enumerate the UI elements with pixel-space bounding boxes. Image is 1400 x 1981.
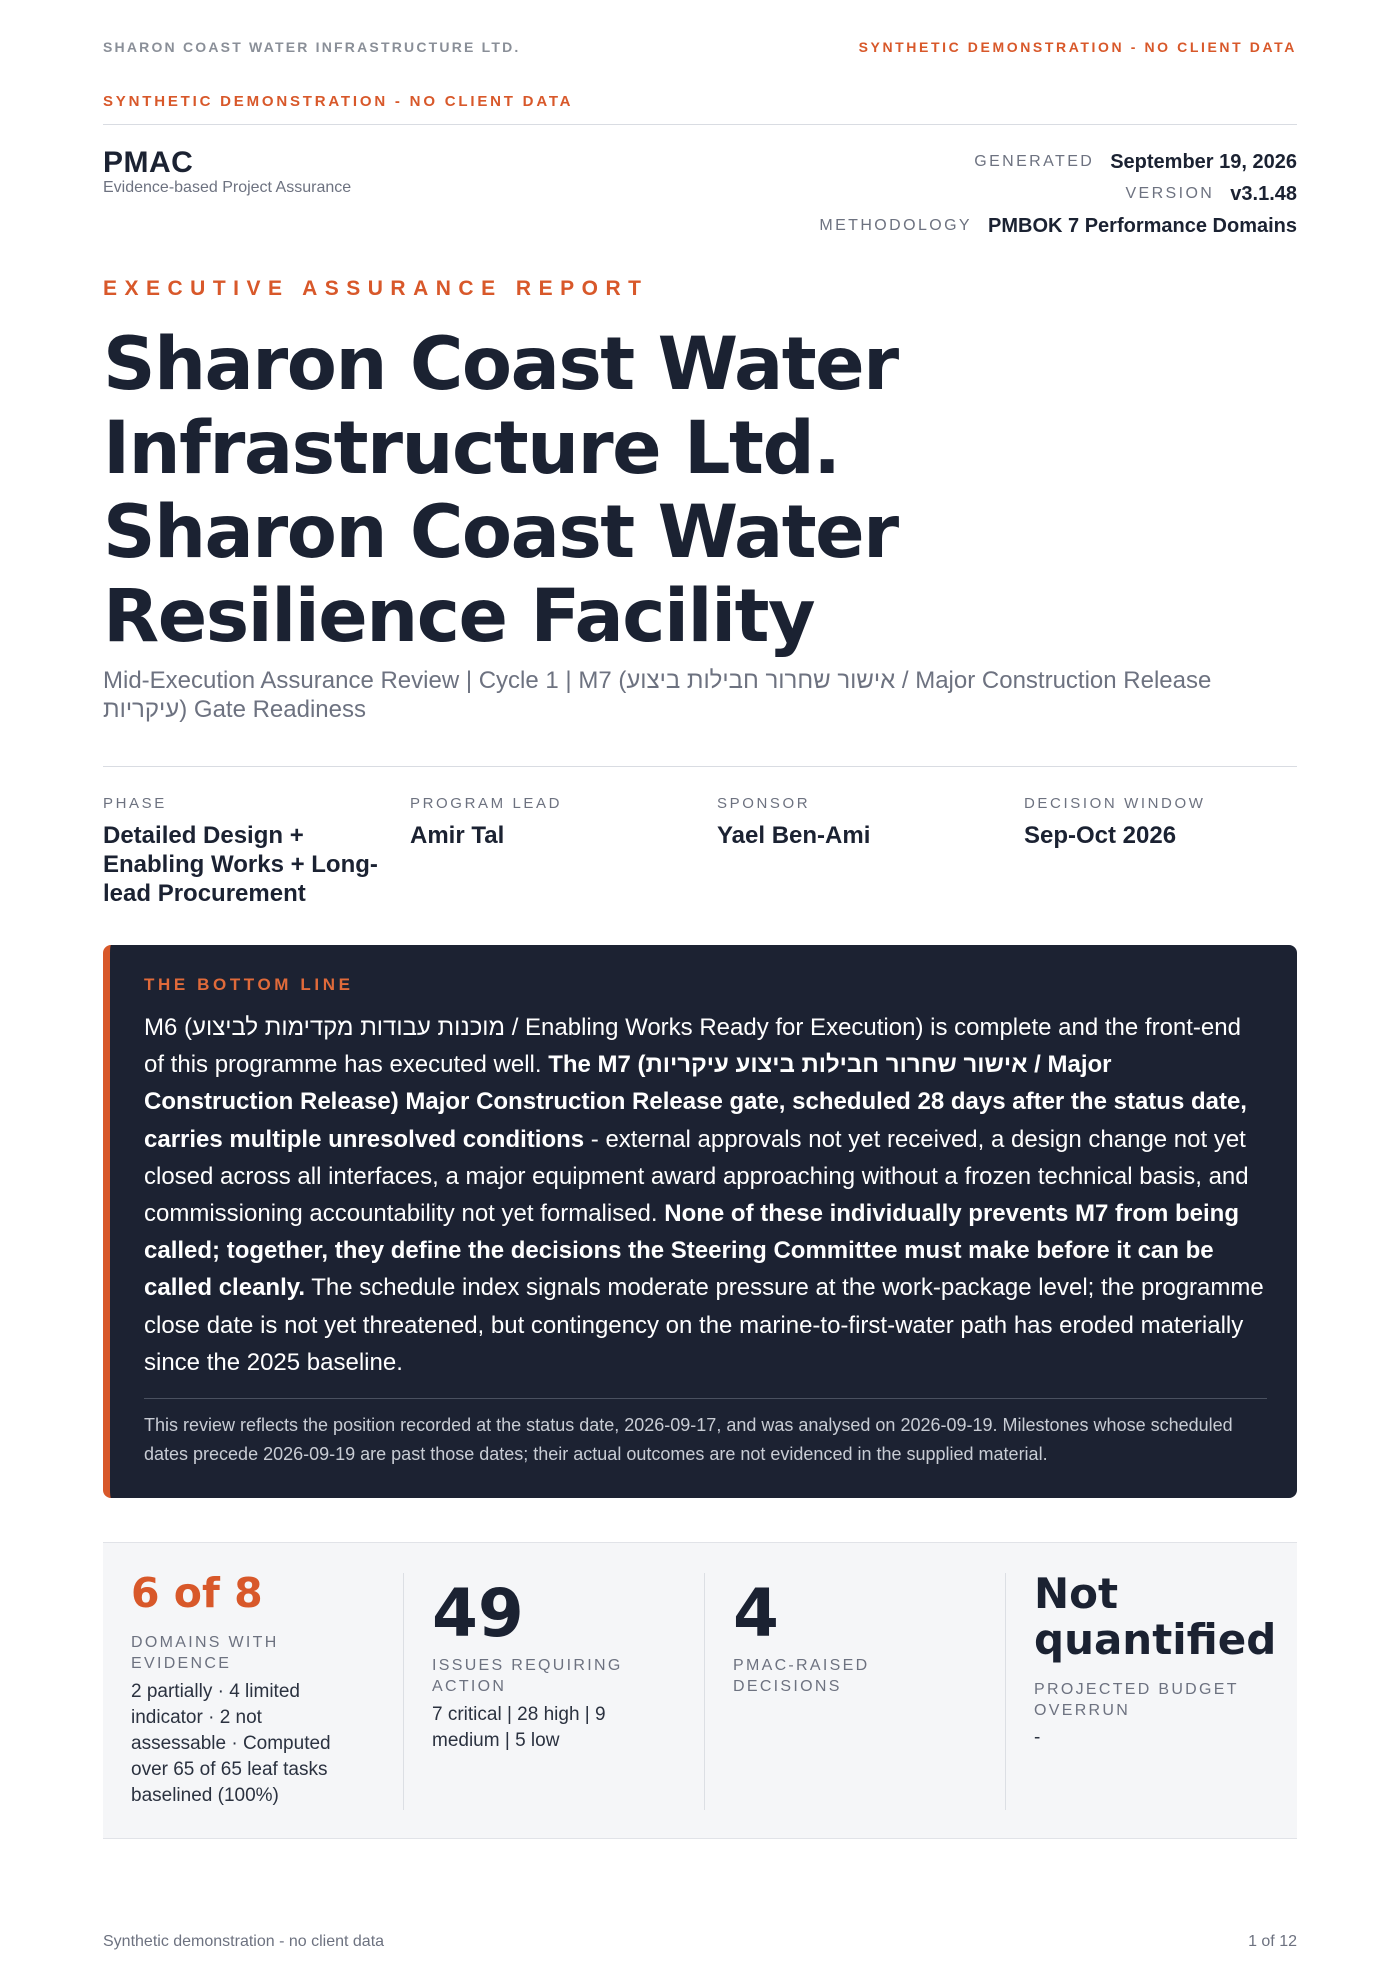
bottom-line-sentence: M6 (מוכנות עבודות מקדימות לביצוע / Enabling Works Ready for Execution) is complete and the front-end of this programme has executed well. <box>144 1014 1241 1079</box>
meta-methodology-label: METHODOLOGY <box>819 217 973 234</box>
kpi-label: DOMAINS WITH EVIDENCE <box>131 1634 279 1672</box>
fact-label: PROGRAM LEAD <box>410 795 563 812</box>
meta-generated-label: GENERATED <box>974 153 1095 170</box>
title-line: Infrastructure Ltd. <box>103 406 840 491</box>
meta-version <box>819 178 1297 210</box>
meta-methodology <box>819 210 1297 242</box>
kpi-label: PMAC-RAISED DECISIONS <box>733 1657 870 1695</box>
bottom-line-emphasis: The M7 (אישור שחרור חבילות ביצוע עיקריות / Major Construction Release) Major Construction Release gate, scheduled 28 days after the status date, carries multiple unresolved conditions <box>144 1051 1247 1153</box>
demo-notice-banner: SYNTHETIC DEMONSTRATION - NO CLIENT DATA <box>103 93 574 110</box>
kpi-label: ISSUES REQUIRING ACTION <box>432 1657 623 1695</box>
brand-tagline: Evidence-based Project Assurance <box>103 179 352 196</box>
header-company-name: SHARON COAST WATER INFRASTRUCTURE LTD. <box>103 39 521 55</box>
fact-label: DECISION WINDOW <box>1024 795 1206 812</box>
report-eyebrow: EXECUTIVE ASSURANCE REPORT <box>103 277 649 300</box>
kpi-strip <box>103 1542 1297 1839</box>
bottom-line-sentence: - external approvals not yet received, a design change not yet closed across all interfaces, a major equipment award approaching without a frozen technical basis, and commissioning accountability not yet formalised. <box>144 1125 1249 1228</box>
kpi-value: 6 of 8 <box>131 1569 263 1617</box>
running-header <box>103 39 1297 59</box>
subtitle-line: Mid-Execution Assurance Review | Cycle 1 | M7 (אישור שחרור חבילות ביצוע / Major Construction Release <box>103 667 1212 694</box>
header-demo-notice: SYNTHETIC DEMONSTRATION - NO CLIENT DATA <box>858 39 1297 55</box>
bottom-line-emphasis: None of these individually prevents M7 from being called; together, they define the decisions the Steering Committee must make before it can be called cleanly. <box>144 1200 1239 1302</box>
kpi-issues-requiring-action <box>404 1543 705 1838</box>
bottom-line-sentence: The schedule index signals moderate pressure at the work-package level; the programme close date is not yet threatened, but contingency on the marine-to-first-water path has eroded materially since the 2025 baseline. <box>144 1274 1264 1376</box>
kpi-domains-with-evidence <box>103 1543 404 1838</box>
kpi-value: 49 <box>432 1575 524 1652</box>
meta-version-value: v3.1.48 <box>1230 182 1297 205</box>
meta-generated <box>819 146 1297 178</box>
fact-decision-window <box>1024 795 1314 850</box>
title-line: Resilience Facility <box>103 574 815 659</box>
fact-phase <box>103 795 383 908</box>
kpi-detail: - <box>1034 1727 1041 1748</box>
fact-sponsor <box>717 795 1007 850</box>
bottom-line-note: This review reflects the position recorded at the status date, 2026-09-17, and was analysed on 2026-09-19. Milestones whose scheduled dates precede 2026-09-19 are past those dates; their actual outcomes are not evidenced in the supplied material. <box>144 1415 1233 1464</box>
report-title <box>103 323 1103 659</box>
report-meta <box>819 146 1297 242</box>
title-line: Sharon Coast Water <box>103 490 898 575</box>
bottom-line-label: THE BOTTOM LINE <box>144 975 354 994</box>
meta-methodology-value: PMBOK 7 Performance Domains <box>988 214 1297 237</box>
fact-value: Amir Tal <box>410 822 505 849</box>
page-number: 1 of 12 <box>1248 1933 1297 1950</box>
kpi-detail: 7 critical | 28 high | 9 medium | 5 low <box>432 1704 606 1751</box>
fact-label: PHASE <box>103 795 167 812</box>
title-line: Sharon Coast Water <box>103 322 898 407</box>
fact-program-lead <box>410 795 700 850</box>
kpi-value: Not quantified <box>1034 1569 1277 1664</box>
bottom-line-divider <box>144 1398 1267 1399</box>
kpi-pmac-raised-decisions <box>705 1543 1006 1838</box>
kpi-detail: 2 partially · 4 limited indicator · 2 not assessable · Computed over 65 of 65 leaf tasks baselined (100%) <box>131 1681 331 1806</box>
kpi-projected-budget-overrun <box>1006 1543 1307 1838</box>
brand-logo-text: PMAC <box>103 146 194 179</box>
subtitle-line: עיקריות) Gate Readiness <box>103 696 366 723</box>
fact-value: Sep-Oct 2026 <box>1024 822 1177 849</box>
header-divider <box>103 124 1297 125</box>
bottom-line-panel <box>103 945 1297 1498</box>
report-subtitle <box>103 666 1303 724</box>
bottom-line-text <box>144 1009 1267 1381</box>
kpi-label: PROJECTED BUDGET OVERRUN <box>1034 1681 1239 1719</box>
meta-version-label: VERSION <box>1125 185 1215 202</box>
fact-label: SPONSOR <box>717 795 811 812</box>
section-divider <box>103 766 1297 767</box>
footer-notice: Synthetic demonstration - no client data <box>103 1933 385 1950</box>
key-facts <box>103 795 1297 915</box>
kpi-value: 4 <box>733 1575 779 1652</box>
meta-generated-value: September 19, 2026 <box>1110 150 1297 173</box>
brand-block <box>103 148 351 197</box>
fact-value: Yael Ben-Ami <box>717 822 871 849</box>
fact-value: Detailed Design + Enabling Works + Long-lead Procurement <box>103 822 378 907</box>
